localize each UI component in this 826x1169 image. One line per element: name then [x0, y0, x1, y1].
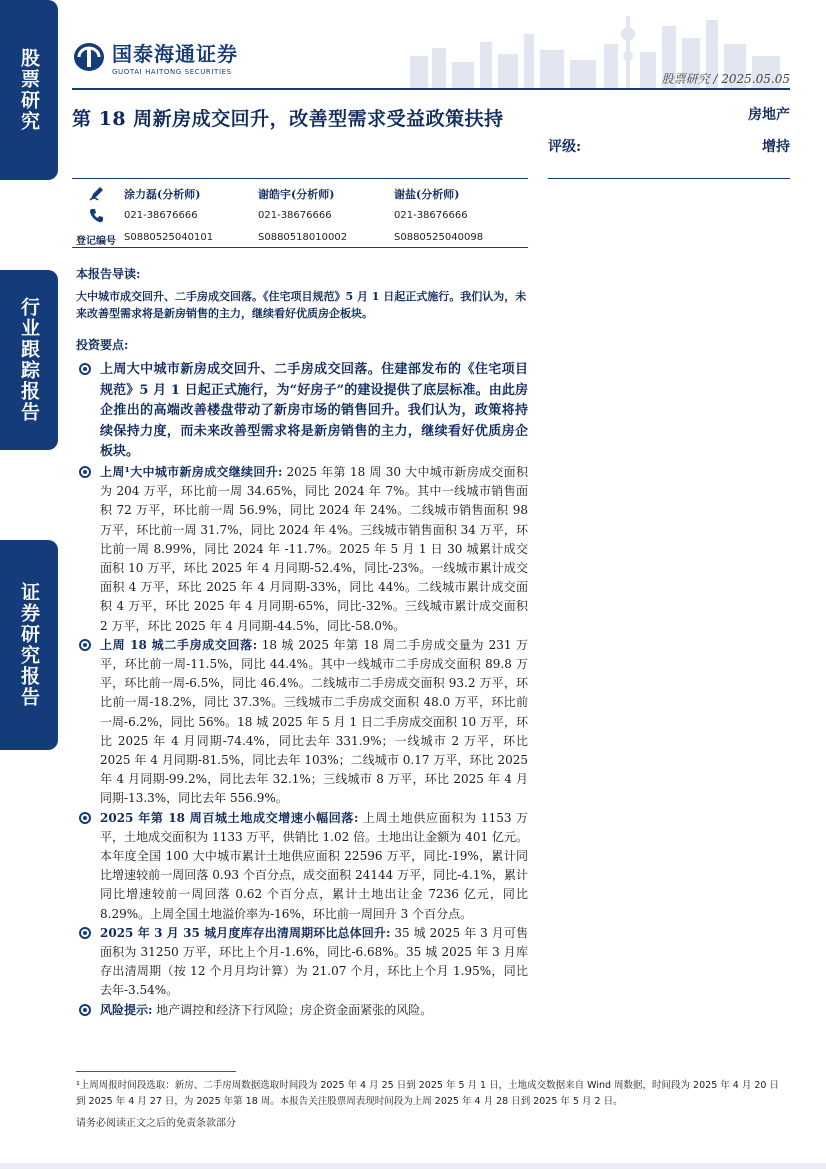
analyst-divider-bottom [72, 247, 528, 248]
logo-mark-icon [72, 41, 106, 73]
analyst-name: 涂力磊(分析师) [124, 188, 201, 201]
industry-label: 房地产 [748, 107, 790, 123]
key-point-head: 上周¹大中城市新房成交继续回升: [100, 464, 283, 479]
bullet-icon [79, 363, 91, 375]
bullet-icon [79, 812, 91, 824]
key-point-text: 18 城 2025 年第 18 周二手房成交量为 231 万平，环比前一周-11.5%，同比 44.4%。其中一线城市二手房成交面积 89.8 万平，环比前一周-6.5%，同比 46.4%。二线城市二手房成交面积 93.2 万平，环比前一周-18.2%，同比 37.3%。三线城市二手房成交面积 48.0 万平，环比前一周-6.2%，同比 56%。18 城 2025 年 5 月 1 日二手房成交面积 10 万平，环比 2025 年 4 月同期-74.4%，同比去年 331.9%；一线城市 2 万平，环比 2025 年 4 月同期-81.5%，同比去年 103%；二线城市 0.17 万平，环比 2025 年 4 月同期-99.2%，同比去年 32.1%；三线城市 8 万平，环比 2025 年 4 月同期-13.3%，同比去年 556.9%。 [100, 637, 528, 806]
key-point-text: 35 城 2025 年 3 月可售面积为 31250 万平，环比上个月-1.6%，同比-6.68%。35 城 2025 年 3 月库存出清周期（按 12 个月月均计算）为 21.07 个月，环比上个月 1.95%，同比去年-3.54%。 [100, 925, 528, 998]
key-point [76, 1001, 528, 1020]
bullet-icon [79, 927, 91, 939]
analyst-registration: S0880525040101 [124, 232, 214, 243]
report-type-date: 股票研究 / 2025.05.05 [661, 72, 790, 86]
key-point [76, 636, 528, 809]
key-point [76, 360, 528, 463]
key-point-head: 2025 年第 18 周百城土地成交增速小幅回落: [100, 810, 359, 825]
analyst-name: 谢盐(分析师) [394, 188, 460, 201]
bullet-icon [79, 1004, 91, 1016]
intro-heading: 本报告导读: [76, 267, 141, 281]
key-point-text: 2025 年第 18 周 30 大中城市新房成交面积为 204 万平，环比前一周 34.65%，同比 2024 年 7%。其中一线城市销售面积 72 万平，环比前一周 56.9%，同比 2024 年 24%。二线城市销售面积 98 万平，环比前一周 31.7%，同比 2024 年 4%。三线城市销售面积 34 万平，环比前一周 8.99%，同比 2024 年 -11.7%。2025 年 5 月 1 日 30 城累计成交面积 10 万平，环比 2025 年 4 月同期-52.4%，同比-23%。一线城市累计成交面积 4 万平，环比 2025 年 4 月同期-33%，同比 44%。二线城市累计成交面积 4 万平，环比 2025 年 4 月同期-65%，同比-32%。三线城市累计成交面积 2 万平，环比 2025 年 4 月同期-44.5%，同比-58.0%。 [100, 464, 528, 633]
rating-divider [548, 178, 790, 179]
analyst-phone: 021-38676666 [124, 210, 198, 221]
bullet-icon [79, 639, 91, 651]
footnote-divider [76, 1071, 236, 1072]
analyst-registration: S0880518010002 [258, 232, 348, 243]
analyst-phone: 021-38676666 [394, 210, 468, 221]
logo-text-en: GUOTAI HAITONG SECURITIES [112, 68, 232, 76]
intro-text: 大中城市成交回升、二手房成交回落。《住宅项目规范》5 月 1 日起正式施行。我们认为，未来改善型需求将是新房销售的主力，继续看好优质房企板块。 [76, 290, 527, 320]
phone-icon [88, 207, 106, 225]
rating-label: 评级: [548, 139, 582, 155]
pen-icon [88, 184, 106, 202]
key-point [76, 809, 528, 924]
analyst-name: 谢皓宇(分析师) [258, 188, 335, 201]
analyst-registration: S0880525040098 [394, 232, 484, 243]
key-point-head: 2025 年 3 月 35 城月度库存出清周期环比总体回升: [100, 925, 391, 940]
key-points-list [76, 360, 528, 1020]
report-title: 第 18 周新房成交回升，改善型需求受益政策扶持 [72, 108, 504, 130]
key-point-text: 上周大中城市新房成交回升、二手房成交回落。住建部发布的《住宅项目规范》5 月 1 日起正式施行，为“好房子”的建设提供了底层标准。由此房企推出的高端改善楼盘带动了新房市场的销售回升。我们认为，政策将持续保持力度，而未来改善型需求将是新房销售的主力，继续看好优质房企板块。 [100, 362, 528, 460]
side-tab-securities-report: 证券研究报告 [0, 540, 58, 750]
analyst-divider-top [72, 178, 528, 179]
rating-value: 增持 [762, 139, 790, 155]
footnote: ¹上周周报时间段选取：新房、二手房周数据选取时间段为 2025 年 4 月 25 日到 2025 年 5 月 1 日，土地成交数据来自 Wind 周数据，时间段为 2025 年 4 月 20 日到 2025 年 4 月 27 日，为 2025 年第 18 周。本报告关注股票周表现时间段为上周 2025 年 4 月 28 日到 2025 年 5 月 2 日。 [76, 1080, 779, 1107]
registration-label: 登记编号 [76, 236, 116, 247]
bottom-bar [0, 1163, 826, 1169]
key-point-head: 上周 18 城二手房成交回落: [100, 637, 258, 652]
logo-text-cn: 国泰海通证券 [112, 42, 238, 66]
key-point [76, 463, 528, 636]
company-logo [72, 38, 238, 76]
key-point [76, 924, 528, 1001]
analyst-phone: 021-38676666 [258, 210, 332, 221]
side-tab-stock-research: 股票研究 [0, 0, 58, 180]
key-point-head: 风险提示: [100, 1002, 153, 1017]
bullet-icon [79, 466, 91, 478]
key-point-text: 地产调控和经济下行风险；房企资金面紧张的风险。 [152, 1002, 433, 1017]
key-point-text: 上周土地供应面积为 1153 万平，土地成交面积为 1133 万平，供销比 1.02 倍。土地出让金额为 401 亿元。本年度全国 100 大中城市累计土地供应面积 22596 万平，同比-19%，累计同比增速较前一周回落 0.93 个百分点，成交面积 24144 万平，同比-4.1%，累计同比增速较前一周回落 0.62 个百分点，累计土地出让金 7236 亿元，同比 8.29%。上周全国土地溢价率为-16%，环比前一周回升 3 个百分点。 [100, 810, 529, 921]
key-points-heading: 投资要点: [76, 338, 129, 352]
header-divider [72, 88, 790, 90]
side-tab-industry-tracking: 行业跟踪报告 [0, 270, 58, 450]
disclaimer: 请务必阅读正文之后的免责条款部分 [76, 1118, 236, 1129]
